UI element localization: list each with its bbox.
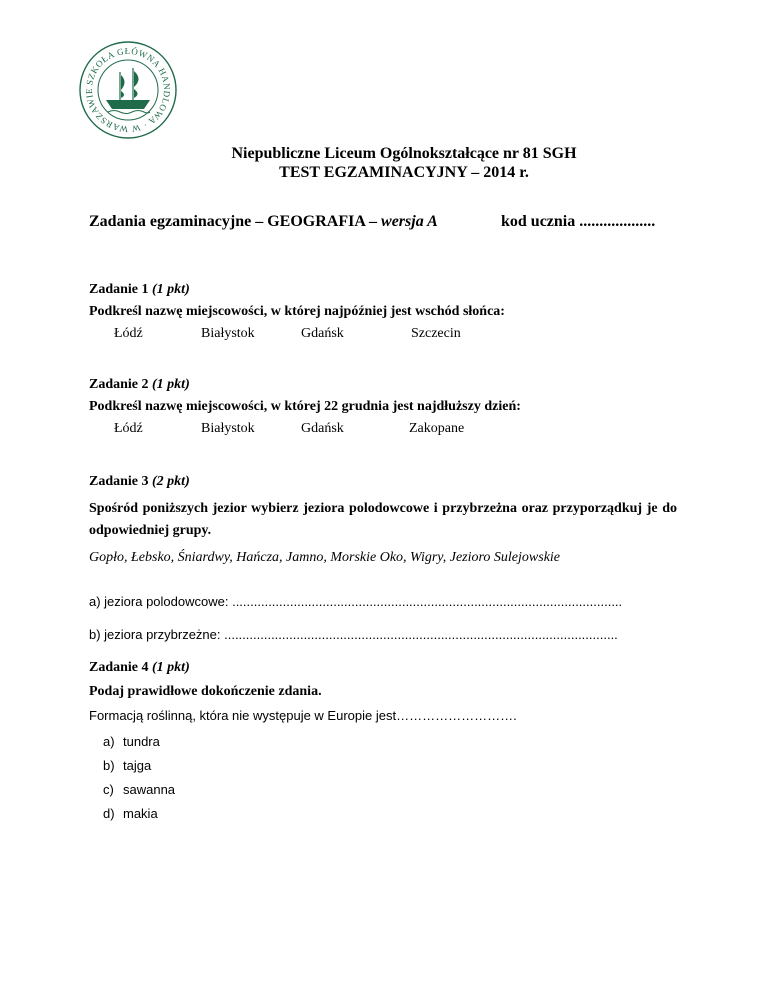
task-2-option: Łódź [114, 421, 143, 436]
answer-option: a) tundra [103, 734, 160, 749]
task-3-instruction: Spośród poniższych jezior wybierz jeziora polodowcowe i przybrzeżna oraz przyporządkuj je do odpowiedniej grupy. [89, 501, 677, 538]
task-4-answers [103, 734, 175, 830]
ship-icon [106, 68, 150, 114]
task-4-sentence: Formacją roślinną, która nie występuje w Europie jest………………………. [89, 708, 517, 723]
task-1-option: Białystok [201, 326, 255, 341]
version-label: wersja A [381, 213, 438, 230]
task-2-option: Gdańsk [301, 421, 344, 436]
task-2-options [89, 421, 689, 441]
answer-option: c) sawanna [103, 782, 176, 797]
task-3-lake-list: Gopło, Łebsko, Śniardwy, Hańcza, Jamno, Morskie Oko, Wigry, Jezioro Sulejowskie [89, 550, 561, 565]
task-2-option: Białystok [201, 421, 255, 436]
task-2 [89, 377, 689, 441]
task-1-options [89, 326, 689, 346]
answer-option: b) tajga [103, 758, 152, 773]
task-1-option: Szczecin [411, 326, 461, 341]
task-4-title: Zadanie 4 (1 pkt) [89, 660, 190, 675]
test-title: TEST EGZAMINACYJNY – 2014 r. [279, 164, 529, 181]
task-2-title: Zadanie 2 (1 pkt) [89, 377, 190, 392]
task-1-option: Gdańsk [301, 326, 344, 341]
task-3-answer-a: a) jeziora polodowcowe: ............................................................................................................ [89, 594, 623, 609]
task-1 [89, 282, 689, 346]
school-name: Niepubliczne Liceum Ogólnokształcące nr 81 SGH [231, 145, 577, 162]
task-1-instruction: Podkreśl nazwę miejscowości, w której najpóźniej jest wschód słońca: [89, 304, 505, 319]
task-1-option: Łódź [114, 326, 143, 341]
school-logo [78, 40, 178, 140]
logo-ring-text: SZKOŁA GŁÓWNA HANDLOWA · W WARSZAWIE [83, 45, 173, 135]
task-1-title: Zadanie 1 (1 pkt) [89, 282, 190, 297]
subject-prefix: Zadania egzaminacyjne – GEOGRAFIA – [89, 213, 382, 230]
task-3-answer-b: b) jeziora przybrzeżne: ............................................................................................................. [89, 627, 618, 642]
task-3 [89, 474, 689, 642]
task-4 [89, 660, 689, 723]
answer-option: d) makia [103, 806, 158, 821]
task-4-instruction: Podaj prawidłowe dokończenie zdania. [89, 684, 322, 699]
task-2-instruction: Podkreśl nazwę miejscowości, w której 22 grudnia jest najdłuższy dzień: [89, 399, 521, 414]
task-2-option: Zakopane [409, 421, 465, 436]
student-code-field: kod ucznia ................... [501, 213, 656, 230]
document-header [0, 144, 768, 182]
subject-line [89, 213, 689, 231]
task-3-title: Zadanie 3 (2 pkt) [89, 474, 190, 489]
